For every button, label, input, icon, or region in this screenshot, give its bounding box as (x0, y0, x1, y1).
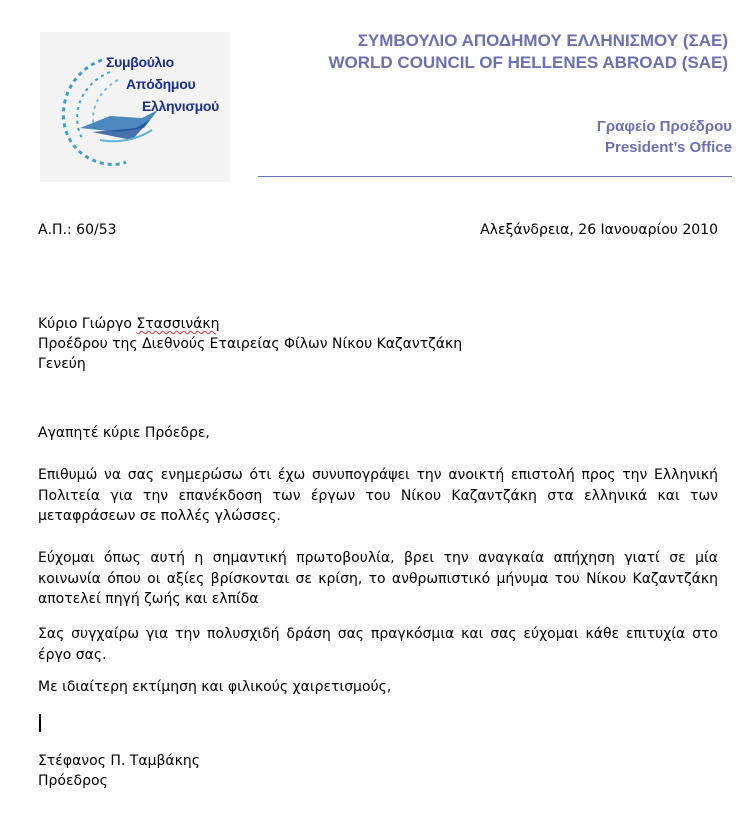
signatory-title: Πρόεδρος (38, 773, 108, 789)
closing-line: Με ιδιαίτερη εκτίμηση και φιλικούς χαιρετισμούς, (38, 679, 392, 695)
organization-name-greek: ΣΥΜΒΟΥΛΙΟ ΑΠΟΔΗΜΟΥ ΕΛΛΗΝΙΣΜΟΥ (ΣΑΕ) (357, 31, 728, 50)
recipient-name-prefix: Κύριο Γιώργο (38, 316, 137, 332)
office-name-english: President’s Office (605, 139, 732, 156)
office-name-greek: Γραφείο Προέδρου (596, 118, 732, 135)
body-paragraph-2: Εύχομαι όπως αυτή η σημαντική πρωτοβουλία, βρει την αναγκαία απήχηση γιατί σε μία κοινωνία όπου οι αξίες βρίσκονται σε κρίση, το ανθρωπιστικό μήνυμα του Νίκου Καζαντζάκη αποτελεί πηγή ζωής και ελπίδα (38, 550, 718, 607)
salutation: Αγαπητέ κύριε Πρόεδρε, (38, 425, 210, 441)
logo-word-2: Απόδημου (126, 76, 196, 92)
organization-name-english: WORLD COUNCIL OF HELLENES ABROAD (SAE) (328, 53, 728, 72)
header-divider (258, 176, 732, 177)
body-paragraph-1: Επιθυμώ να σας ενημερώσω ότι έχω συνυπογράψει την ανοικτή επιστολή προς την Ελληνική Πολιτεία για την επανέκδοση των έργων του Νίκου Καζαντζάκη στα ελληνικά και των μεταφράσεων σε πολλές γλώσσες. (38, 467, 718, 524)
signatory-name: Στέφανος Π. Ταμβάκης (38, 753, 200, 769)
text-cursor[interactable] (39, 714, 41, 732)
recipient-name-line (38, 314, 462, 334)
recipient-address (38, 314, 462, 374)
logo-word-1: Συμβούλιο (106, 54, 174, 70)
body-paragraph-3: Σας συγχαίρω για την πολυσχιδή δράση σας πραγκόσμια και σας εύχομαι κάθε επιτυχία στο έργο σας. (38, 626, 718, 663)
logo-word-3: Ελληνισμού (142, 98, 219, 114)
recipient-title: Προέδρου της Διεθνούς Εταιρείας Φίλων Νίκου Καζαντζάκη (38, 336, 463, 352)
place-date: Αλεξάνδρεια, 26 Ιανουαρίου 2010 (480, 222, 718, 238)
signature-block (38, 751, 200, 791)
recipient-surname: Στασσινάκη (136, 316, 220, 332)
reference-number: Α.Π.: 60/53 (38, 222, 117, 238)
council-logo (40, 32, 230, 182)
recipient-city: Γενεύη (38, 356, 86, 372)
